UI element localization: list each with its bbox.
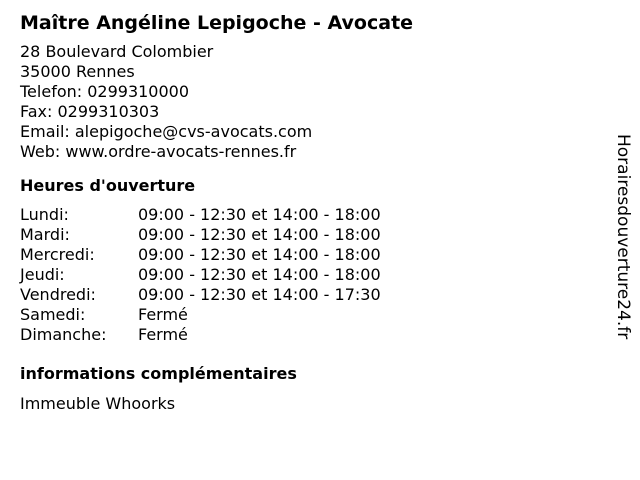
additional-info-text: Immeuble Whoorks (20, 394, 176, 413)
page-title: Maître Angéline Lepigoche - Avocate (20, 12, 414, 34)
website-address: Web: www.ordre-avocats-rennes.fr (20, 142, 297, 161)
address-block (20, 42, 600, 162)
city-postcode: 35000 Rennes (20, 62, 135, 81)
hours-row-saturday (20, 305, 600, 325)
day-hours: Fermé (138, 305, 188, 324)
day-label: Lundi: (20, 205, 69, 224)
day-hours: 09:00 - 12:30 et 14:00 - 17:30 (138, 285, 381, 304)
hours-row-friday (20, 285, 600, 305)
business-card (20, 10, 600, 414)
hours-row-tuesday (20, 225, 600, 245)
hours-row-monday (20, 205, 600, 225)
hours-row-thursday (20, 265, 600, 285)
email-address: Email: alepigoche@cvs-avocats.com (20, 122, 313, 141)
day-label: Samedi: (20, 305, 86, 324)
day-hours: 09:00 - 12:30 et 14:00 - 18:00 (138, 205, 381, 224)
day-hours: 09:00 - 12:30 et 14:00 - 18:00 (138, 245, 381, 264)
hours-row-sunday (20, 325, 600, 345)
day-hours: 09:00 - 12:30 et 14:00 - 18:00 (138, 225, 381, 244)
day-label: Mercredi: (20, 245, 95, 264)
opening-hours-table (20, 205, 600, 345)
day-label: Dimanche: (20, 325, 107, 344)
opening-hours-heading: Heures d'ouverture (20, 176, 196, 195)
day-label: Jeudi: (20, 265, 65, 284)
street-address: 28 Boulevard Colombier (20, 42, 214, 61)
day-label: Mardi: (20, 225, 70, 244)
site-watermark: Horairesdouverture24.fr (613, 134, 633, 340)
day-hours: 09:00 - 12:30 et 14:00 - 18:00 (138, 265, 381, 284)
hours-row-wednesday (20, 245, 600, 265)
day-label: Vendredi: (20, 285, 96, 304)
day-hours: Fermé (138, 325, 188, 344)
phone-number: Telefon: 0299310000 (20, 82, 190, 101)
fax-number: Fax: 0299310303 (20, 102, 160, 121)
additional-info-heading: informations complémentaires (20, 364, 297, 383)
